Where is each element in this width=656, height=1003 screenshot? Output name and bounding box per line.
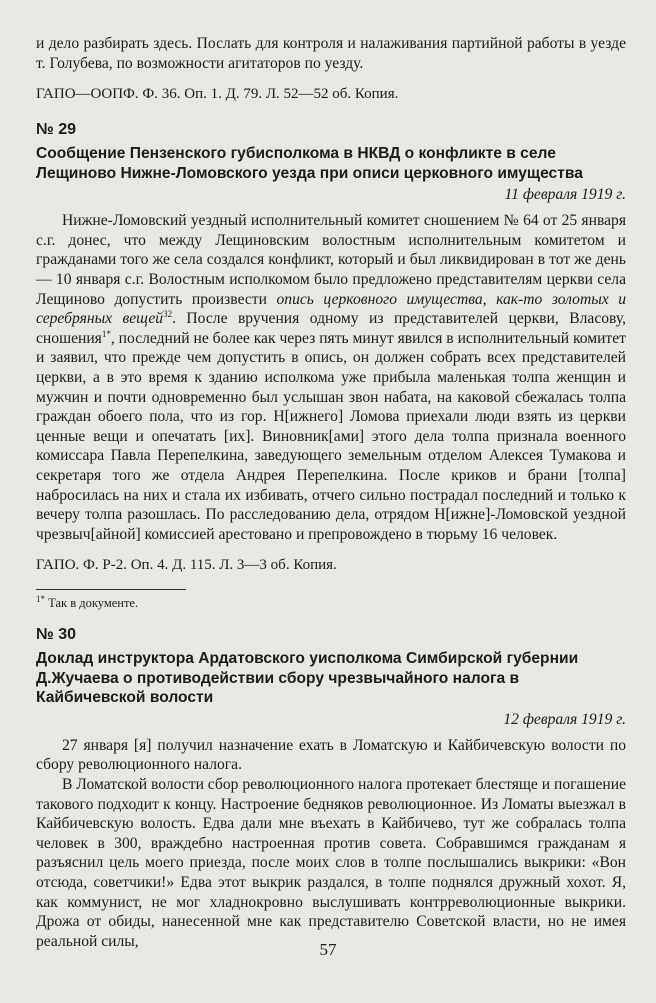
continuation-paragraph: и дело разбирать здесь. Послать для контроля и налаживания партийной работы в уезде т. Голубева, по возможности агитаторов по уезду. [36, 35, 626, 72]
archive-source: ГАПО. Ф. Р-2. Оп. 4. Д. 115. Л. 3—3 об. Копия. [36, 557, 337, 574]
page-number: 57 [319, 940, 337, 959]
emphasis-text: опись церковного имущества, как-то золотых и серебряных вещей [36, 290, 627, 328]
footnote: $^{1*}$ Так в документе. [36, 594, 139, 611]
document-date: 12 февраля 1919 г. [503, 710, 626, 728]
document-number: № 29 [36, 121, 77, 139]
footnote-ref: 1* [101, 328, 111, 339]
document-body: 27 января [я] получил назначение ехать в Ломатскую и Кайбичевскую волости по сбору революционного налога. [36, 736, 626, 774]
endnote-ref: 32 [163, 308, 173, 319]
document-body: В Ломатской волости сбор революционного налога протекает блестяще и погашение такового подходит к концу. Настроение бедняков революционное. Из Ломаты выезжал в Кайбичевскую волость. Едва дали мне въехать в Кайбичево, тут же собралась толпа человек в 300, враждебно настроенная против совета. Собравшимся гражданам я разъяснил цель моего приезда, после моих слов в толпе послышались выкрики: «Вон отсюда, советчики!» Едва этот выкрик раздался, в толпе поднялся дружный хохот. Я, как коммунист, не мог хладнокровно выслушивать контрреволюционные выкрики. Дрожа от обиды, нанесенной мне как представителю Советской власти, но не имея реальной силы, [36, 775, 626, 950]
archive-source: ГАПО—ООПФ. Ф. 36. Оп. 1. Д. 79. Л. 52—52 об. Копия. [36, 86, 399, 103]
document-date: 11 февраля 1919 г. [504, 186, 626, 204]
document-title: Сообщение Пензенского губисполкома в НКВД о конфликте в селе Лещиново Нижне-Ломовского уезда при описи церковного имущества [36, 145, 583, 182]
document-body: Нижне-Ломовский уездный исполнительный комитет сношением № 64 от 25 января с.г. донес, что между Лещиновским волостным исполнительным комитетом и гражданами того же села создался конфликт, который и был ликвидирован в тот же день — 10 января с.г. Волостным исполкомом было предложено представителям церкви села Лещиново допустить произвести опись церковного имущества, как-то золотых и серебряных вещей$^{32}$. После вручения одному из представителей церкви, Власову, сношения$^{1*}$, последний не более как через пять минут явился в исполнительный комитет и заявил, что прежде чем допустить в опись, он должен собрать всех представителей церкви, а в это время к зданию исполкома уже прибыла маленькая толпа женщин и мужчин и почти одновременно был услышан звон набата, на каковой сбежалась толпа граждан обоего пола, что из гор. Н[ижнего] Ломова приехали люди взять из церкви ценные вещи и опечатать [их]. Виновник[ами] этого дела толпа признала военного комиссара Павла Перепелкина, заведующего земельным отделом Алексея Тумакова и секретаря того же отдела Андрея Перепелкина. После криков и брани [толпа] набросилась на них и стала их избивать, отчего сильно пострадал последний и только к вечеру толпа разошлась. По расследованию дела, отрядом Н[ижне]-Ломовской уездной чрезвыч[айной] комиссией арестовано и препровождено в тюрьму 16 человек. [36, 212, 627, 543]
footnote-divider [36, 589, 186, 590]
document-title: Доклад инструктора Ардатовского уисполкома Симбирской губернии Д.Жучаева о противодействии сбору чрезвычайного налога в Кайбичевской волости [36, 650, 579, 707]
document-number: № 30 [36, 626, 77, 644]
